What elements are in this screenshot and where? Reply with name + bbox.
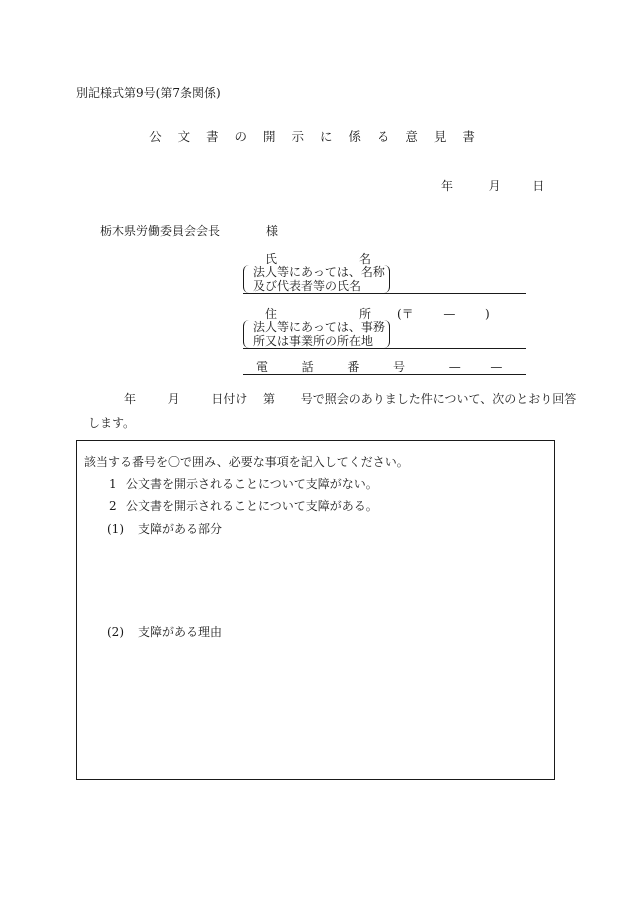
sub-item-2-text: 支障がある理由 — [138, 625, 223, 639]
phone-label-char-2: 話 — [301, 360, 314, 374]
address-label — [265, 308, 371, 320]
postal-open: (〒 — [397, 307, 414, 321]
reply-sentence-line-2: します。 — [88, 416, 136, 430]
address-note-bracket — [243, 320, 390, 348]
address-underline — [243, 348, 526, 349]
date-day-label: 日 — [532, 179, 545, 193]
sub-item-1-text: 支障がある部分 — [138, 522, 223, 536]
phone-label-char-1: 電 — [256, 360, 269, 374]
document-title: 公 文 書 の 開 示 に 係 る 意 見 書 — [149, 129, 481, 144]
postal-code — [397, 308, 490, 320]
phone-dash-1: — — [448, 360, 461, 374]
address-note-line-1: 法人等にあっては、事務 — [253, 320, 385, 334]
option-2-number: 2 — [109, 499, 117, 513]
date-month-label: 月 — [488, 179, 501, 193]
reply-month: 月 — [167, 392, 180, 406]
name-note-bracket — [243, 265, 390, 293]
option-1-number: 1 — [109, 477, 117, 491]
address-label-char-1: 住 — [265, 307, 278, 321]
answer-box — [76, 440, 555, 780]
name-underline — [243, 293, 526, 294]
address-note-line-2: 所又は事業所の所在地 — [253, 334, 374, 348]
form-number: 別記様式第9号(第7条関係) — [76, 86, 221, 100]
phone-label-char-3: 番 — [347, 360, 360, 374]
sub-item-2-number: (2) — [107, 625, 124, 639]
name-note-line-2: 及び代表者等の氏名 — [253, 279, 362, 293]
reply-sentence — [124, 393, 576, 405]
addressee-name: 栃木県労働委員会会長 — [100, 224, 221, 238]
phone-dash-2: — — [490, 360, 503, 374]
reply-date-attached: 日付け — [211, 392, 248, 406]
postal-dash: — — [443, 307, 456, 321]
option-1-text: 公文書を開示されることについて支障がない。 — [126, 477, 378, 491]
answer-instruction: 該当する番号を〇で囲み、必要な事項を記入してください。 — [84, 455, 409, 469]
postal-close: ) — [485, 307, 490, 321]
date-year-label: 年 — [441, 179, 454, 193]
address-label-char-2: 所 — [358, 307, 371, 321]
name-label — [265, 253, 371, 265]
option-2-text: 公文書を開示されることについて支障がある。 — [126, 499, 378, 513]
phone-label-char-4: 号 — [393, 360, 406, 374]
sub-item-1-number: (1) — [107, 522, 124, 536]
name-note-line-1: 法人等にあっては、名称 — [253, 265, 385, 279]
phone-underline — [243, 374, 526, 375]
reply-year: 年 — [124, 392, 137, 406]
name-label-char-2: 名 — [358, 252, 371, 266]
addressee-honorific: 様 — [266, 224, 279, 238]
reply-dai: 第 — [263, 392, 276, 406]
date-line — [441, 180, 544, 192]
reply-tail: 号で照会のありました件について、次のとおり回答 — [300, 392, 577, 406]
name-label-char-1: 氏 — [265, 252, 278, 266]
phone-row — [256, 361, 502, 373]
